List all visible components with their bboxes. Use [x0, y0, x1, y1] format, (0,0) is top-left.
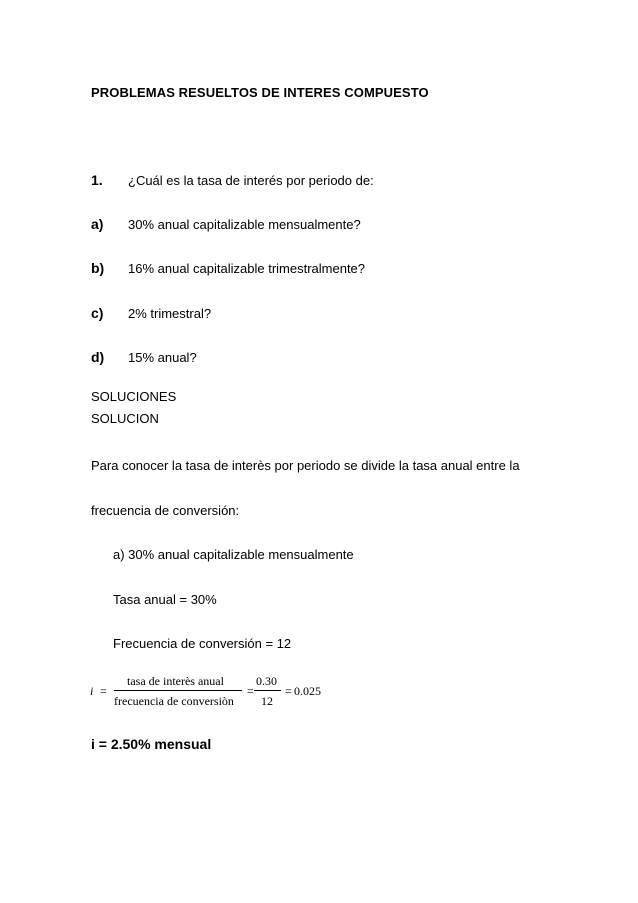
explanation-line-2: frecuencia de conversión: — [91, 503, 240, 518]
case-a-tasa-anual: Tasa anual = 30% — [113, 592, 217, 607]
item-label-b: b) — [91, 260, 105, 276]
item-text-d: 15% anual? — [128, 350, 197, 365]
case-a-frecuencia: Frecuencia de conversión = 12 — [113, 636, 292, 651]
result-line: i = 2.50% mensual — [91, 736, 212, 752]
formula-result: 0.025 — [294, 684, 321, 698]
interest-rate-formula — [90, 672, 350, 712]
item-text-c: 2% trimestral? — [128, 306, 212, 321]
formula-equals-1: = — [100, 684, 107, 698]
item-text-b: 16% anual capitalizable trimestralmente? — [128, 261, 366, 276]
item-label-d: d) — [91, 349, 105, 365]
formula-denominator-2: 12 — [261, 694, 273, 708]
problem-number: 1. — [91, 172, 103, 188]
formula-lhs: i — [90, 684, 94, 698]
soluciones-heading: SOLUCIONES — [91, 389, 177, 404]
item-text-a: 30% anual capitalizable mensualmente? — [128, 217, 361, 232]
formula-numerator-1: tasa de interès anual — [127, 674, 224, 688]
formula-numerator-2: 0.30 — [256, 674, 277, 688]
formula-denominator-1: frecuencia de conversiòn — [114, 694, 234, 708]
case-a-heading: a) 30% anual capitalizable mensualmente — [113, 547, 354, 562]
item-label-a: a) — [91, 216, 104, 232]
document-title: PROBLEMAS RESUELTOS DE INTERES COMPUESTO — [91, 85, 429, 100]
explanation-line-1: Para conocer la tasa de interès por periodo se divide la tasa anual entre la — [91, 458, 520, 473]
fraction-line-2 — [254, 690, 281, 691]
item-label-c: c) — [91, 305, 104, 321]
solucion-heading: SOLUCION — [91, 411, 159, 426]
fraction-line-1 — [114, 690, 242, 691]
formula-equals-3: = — [285, 684, 292, 698]
problem-question: ¿Cuál es la tasa de interés por periodo de: — [128, 173, 374, 188]
formula-equals-2: = — [247, 684, 254, 698]
